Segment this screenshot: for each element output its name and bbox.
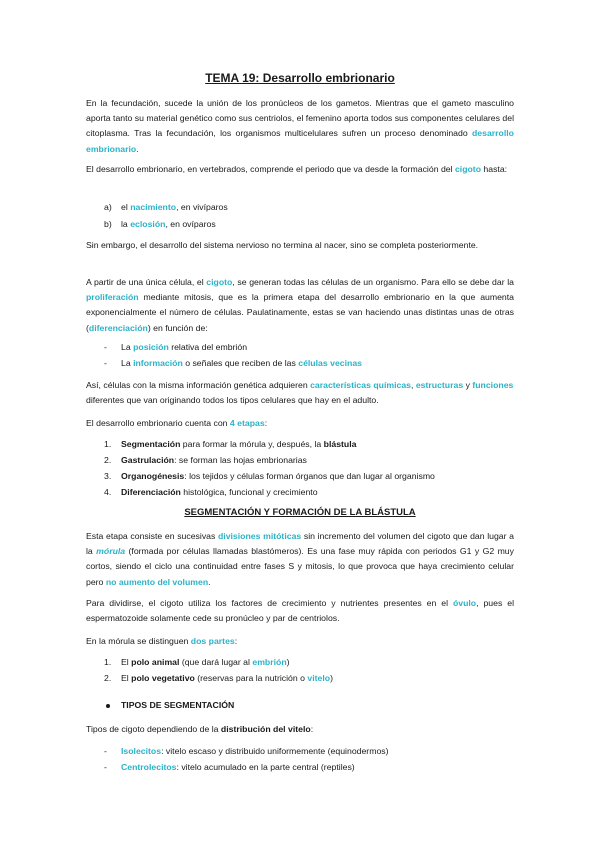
page-title: TEMA 19: Desarrollo embrionario [205,71,395,85]
bullet-icon [106,704,110,708]
list-item: El polo vegetativo (reservas para la nutrición o vitelo) [121,673,333,683]
list-marker: - [104,342,107,352]
list-item: Diferenciación histológica, funcional y crecimiento [121,487,318,497]
text: hasta: [481,164,508,174]
list-marker: 1. [104,657,112,667]
list-item: Gastrulación: se forman las hojas embrionarias [121,455,307,465]
paragraph-desarrollo [86,162,514,177]
list-item: La información o señales que reciben de las células vecinas [121,358,362,368]
text: En la fecundación, sucede la unión de los pronúcleos de los gametos. Mientras que el gameto masculino aporta tanto su material genético como sus centriolos, el femenino aporta todos sus componentes celulares del citoplasma. Tras la fecundación, los organismos multicelulares sufren un proceso denominado [86,98,514,139]
list-item: la eclosión, en ovíparos [121,219,216,229]
list-marker: 1. [104,439,112,449]
list-marker: 3. [104,471,112,481]
list-marker: - [104,746,107,756]
list-marker: - [104,358,107,368]
list-item: El polo animal (que dará lugar al embrión) [121,657,290,667]
list-marker: - [104,762,107,772]
highlight: cigoto [454,164,482,174]
list-marker: 4. [104,487,112,497]
list-item: Isolecitos: vitelo escaso y distribuido uniformemente (equinodermos) [121,746,389,756]
paragraph-partes: En la mórula se distinguen dos partes: [86,636,238,646]
list-marker: 2. [104,455,112,465]
list-marker: a) [104,202,112,212]
list-item: Organogénesis: los tejidos y células forman órganos que dan lugar al organismo [121,471,435,481]
list-marker: 2. [104,673,112,683]
subheading-label: TIPOS DE SEGMENTACIÓN [121,700,235,710]
text: El desarrollo embrionario, en vertebrados, comprende el periodo que va desde la formación del [86,164,455,174]
paragraph-sistema-nervioso: Sin embargo, el desarrollo del sistema nervioso no termina al nacer, sino se completa posteriormente. [86,240,479,250]
list-item: Segmentación para formar la mórula y, después, la blástula [121,439,357,449]
paragraph-fecundacion [86,96,514,157]
paragraph-segmentacion: Esta etapa consiste en sucesivas divisiones mitóticas sin incremento del volumen del cigoto que dan lugar a la mórula (formada por células llamadas blastómeros). Es una fase muy rápida con periodos G1 y G2 muy cortos, siendo el ciclo una continuidad entre fases S y mitosis, lo que provoca que haya crecimiento celular pero no aumento del volumen. [86,531,514,587]
list-marker: b) [104,219,112,229]
section-heading: SEGMENTACIÓN Y FORMACIÓN DE LA BLÁSTULA [184,507,416,518]
list-item: Centrolecitos: vitelo acumulado en la parte central (reptiles) [121,762,355,772]
paragraph-etapas: El desarrollo embrionario cuenta con 4 etapas: [86,418,268,428]
list-item: el nacimiento, en vivíparos [121,202,228,212]
paragraph-ovulo: Para dividirse, el cigoto utiliza los factores de crecimiento y nutrientes presentes en el óvulo, pues el espermatozoide solamente cede su pronúcleo y par de centriolos. [86,598,514,624]
highlight: desarrollo embrionario [86,128,514,154]
paragraph-tipos-cigoto: Tipos de cigoto dependiendo de la distribución del vitelo: [86,724,314,734]
paragraph-caracteristicas: Así, células con la misma información genética adquieren características químicas, estructuras y funciones diferentes que van originando todos los tipos celulares que hay en el adulto. [86,380,514,406]
paragraph-proliferacion: A partir de una única célula, el cigoto, se generan todas las células de un organismo. Para ello se debe dar la proliferación mediante mitosis, que es la primera etapa del desarrollo embrionario en la que aumenta exponencialmente el número de células. Paulatinamente, estas se van haciendo unas distintas unas de otras (diferenciación) en función de: [86,277,514,333]
text: . [136,143,139,154]
list-item: La posición relativa del embrión [121,342,248,352]
